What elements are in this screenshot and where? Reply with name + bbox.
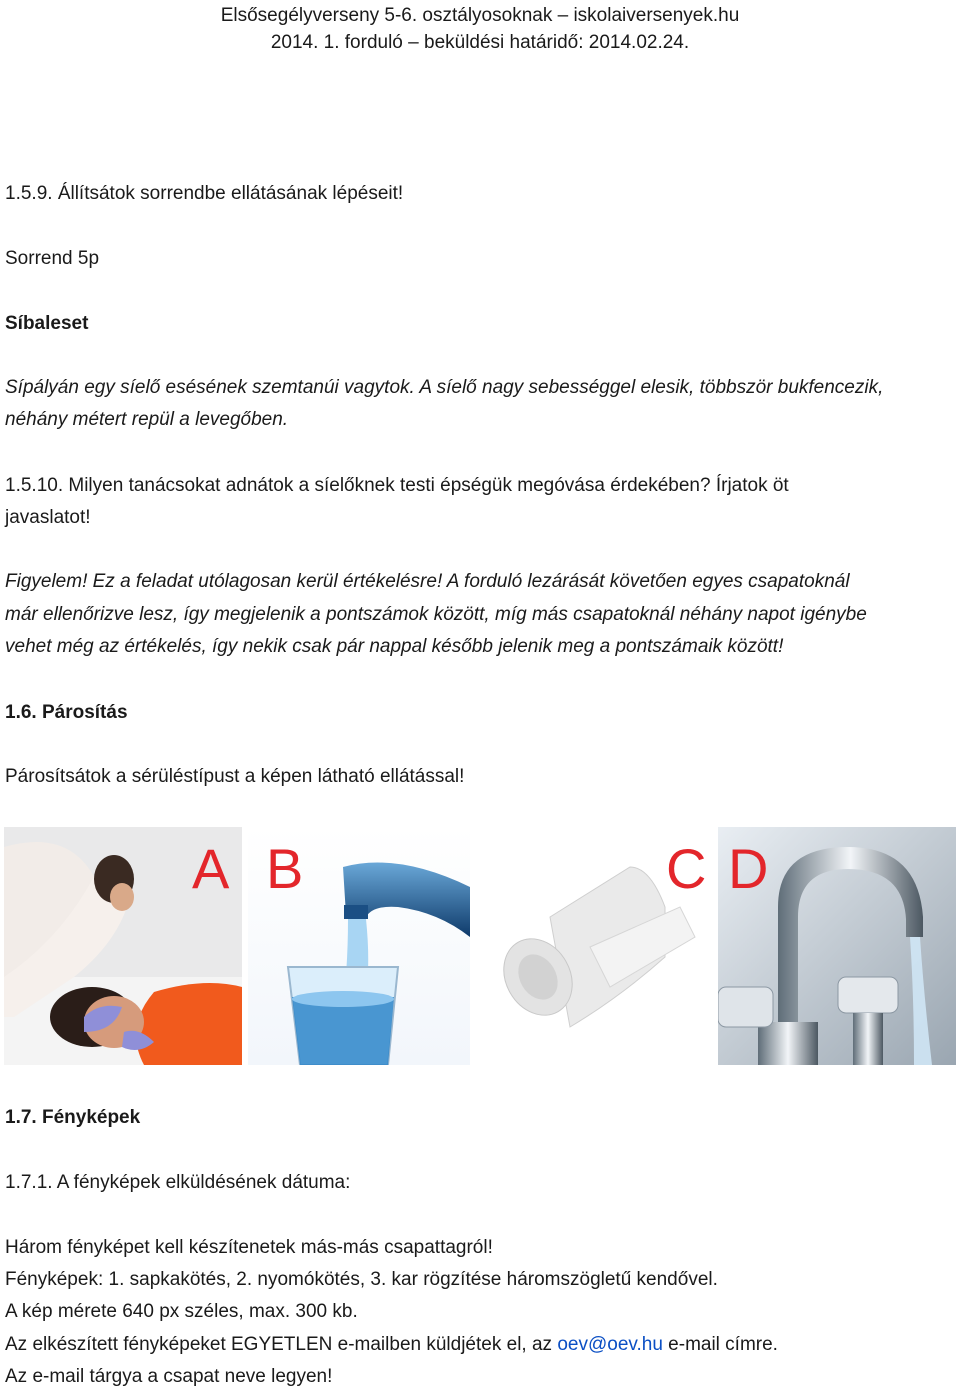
- scenario-title: Síbaleset: [5, 313, 89, 334]
- photos-line-2: Fényképek: 1. sapkakötés, 2. nyomókötés, 3. kar rögzítése háromszögletű kendővel.: [5, 1269, 718, 1290]
- task-1-5-9-title: 1.5.9. Állítsátok sorrendbe ellátásának lépéseit!: [5, 183, 404, 204]
- sort-label: Sorrend 5p: [5, 248, 100, 269]
- photos-line-4: [5, 1333, 778, 1357]
- scenario-text-line-2: néhány métert repül a levegőben.: [5, 409, 289, 430]
- photos-line-3: A kép mérete 640 px széles, max. 300 kb.: [5, 1301, 358, 1322]
- photo-b-water-glass: [248, 827, 470, 1065]
- photos-title: 1.7. Fényképek: [5, 1107, 141, 1128]
- photos-line-5: Az e-mail tárgya a csapat neve legyen!: [5, 1366, 333, 1387]
- photo-a-recovery-position: [4, 827, 242, 1065]
- photo-d-faucet: [718, 827, 956, 1065]
- matching-title: 1.6. Párosítás: [5, 702, 128, 723]
- photo-c-bandage: [490, 827, 712, 1065]
- notice-line-2: már ellenőrizve lesz, így megjelenik a pontszámok között, míg más csapatoknál néhány napot igénybe: [5, 604, 867, 625]
- task-1-5-10-line-2: javaslatot!: [5, 507, 91, 528]
- photos-line-4-after: e-mail címre.: [662, 1334, 778, 1355]
- email-link[interactable]: oev@oev.hu: [557, 1334, 663, 1355]
- letter-a: A: [192, 837, 230, 900]
- letter-c: C: [666, 837, 707, 900]
- notice-lead: Figyelem! Ez a feladat utólagosan kerül értékelésre!: [5, 571, 443, 592]
- matching-instruction: Párosítsátok a sérüléstípust a képen látható ellátással!: [5, 766, 465, 787]
- notice-line-3: vehet még az értékelés, így nekik csak pár nappal később jelenik meg a pontszámaik között!: [5, 636, 784, 657]
- header-line-1: Elsősegélyverseny 5-6. osztályosoknak – iskolaiversenyek.hu: [220, 5, 740, 26]
- task-1-5-10-line-1: 1.5.10. Milyen tanácsokat adnátok a síelőknek testi épségük megóvása érdekében? Írjatok öt: [5, 475, 789, 496]
- notice-line-1-rest: A forduló lezárását követően egyes csapatoknál: [442, 571, 850, 592]
- photos-date-line: 1.7.1. A fényképek elküldésének dátuma:: [5, 1172, 351, 1193]
- notice-line-1: [5, 570, 850, 594]
- photos-line-4-before: Az elkészített fényképeket EGYETLEN e-mailben küldjétek el, az: [5, 1334, 558, 1355]
- header-line-2: 2014. 1. forduló – beküldési határidő: 2014.02.24.: [270, 32, 690, 53]
- scenario-text-line-1: Sípályán egy síelő esésének szemtanúi vagytok. A síelő nagy sebességgel elesik, többször bukfencezik,: [5, 377, 884, 398]
- letter-d: D: [728, 837, 769, 900]
- letter-b: B: [266, 837, 304, 900]
- photos-line-1: Három fényképet kell készítenetek más-más csapattagról!: [5, 1237, 493, 1258]
